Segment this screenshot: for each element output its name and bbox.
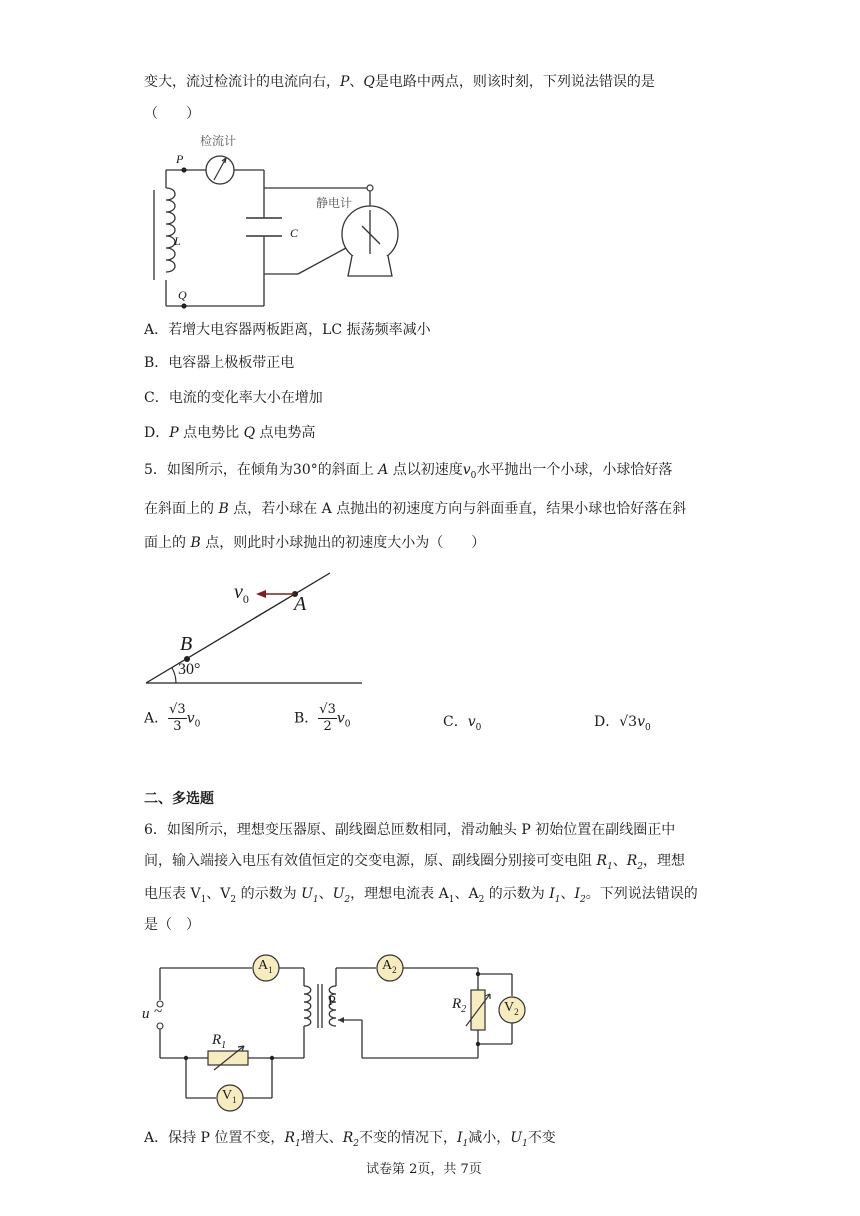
label-u: u [142,1006,150,1022]
label-Q: Q [178,288,187,302]
q6-stem-line4: 是（ ） [144,917,200,933]
galvanometer-label: 检流计 [200,134,237,148]
q4-option-a[interactable]: A．若增大电容器两板距离，LC 振荡频率减小 [144,322,431,338]
q5-option-b[interactable]: B． $\frac{√3}{2}$ $v_0$ [294,702,351,734]
q5-option-d[interactable]: D．$√3v_0$ [594,714,651,733]
ac-symbol: ~ [154,1004,163,1020]
q5-stem-line3: 面上的 B 点，则此时小球抛出的初速度大小为（ ） [144,535,486,551]
label-v0: $v_0$ [234,581,249,606]
q5-stem-line2: 在斜面上的 B 点，若小球在 A 点抛出的初速度方向与斜面垂直，结果小球也恰好落在斜 [144,501,687,517]
q4-option-c[interactable]: C．电流的变化率大小在增加 [144,390,323,406]
label-a1: $A_1$ [258,958,273,975]
resistor-r1 [208,1051,248,1065]
q6-stem-line3: 电压表 $V_1$、$V_2$ 的示数为 $U_1$、$U_2$，理想电流表 $A_1$、$A_2$ 的示数为 $I_1$、$I_2$。下列说法错误的 [144,886,698,905]
q4-stem-line1: 变大，流过检流计的电流向右，P、Q是电路中两点，则该时刻，下列说法错误的是 [144,74,655,90]
q5-incline-figure [144,565,364,690]
q6-stem-line1: 6．如图所示，理想变压器原、副线圈总匝数相同，滑动触头 P 初始位置在副线圈正中 [144,822,676,838]
label-P: P [328,994,336,1009]
label-angle: 30° [178,661,201,678]
q6-transformer-figure [140,950,530,1115]
label-v1: $V_1$ [222,1088,237,1105]
label-P: P [176,152,184,166]
q5-option-c[interactable]: C．$v_0$ [443,714,482,733]
q4-blank: （ ） [144,106,200,122]
label-a2: $A_2$ [382,958,397,975]
q4-option-b[interactable]: B．电容器上极板带正电 [144,355,295,371]
q4-option-d[interactable]: D．P 点电势比 Q 点电势高 [144,425,316,441]
label-C: C [290,226,299,240]
page-footer: 试卷第 2页，共 7页 [366,1162,482,1177]
label-A: A [294,593,307,615]
q5-option-a[interactable]: A． $\frac{√3}{3}$ $v_0$ [144,702,201,734]
q6-option-a[interactable]: A．保持 P 位置不变，$R_1$增大、$R_2$不变的情况下，$I_1$减小，$U_1$不变 [144,1130,556,1149]
q6-stem-line2: 间，输入端接入电压有效值恒定的交变电源，原、副线圈分别接可变电阻 $R_1$、$R_2$，理想 [144,853,686,872]
electrometer-label: 静电计 [316,196,353,210]
q4-lc-circuit-figure [148,130,410,315]
label-L: L [174,234,181,248]
label-r1: $R_1$ [212,1032,227,1051]
q5-stem-line1: 5．如图所示，在倾角为30°的斜面上 A 点以初速度$v_0$水平抛出一个小球，小球恰好落 [144,462,673,481]
section-title: 二、多选题 [144,791,214,807]
label-v2: $V_2$ [504,1000,519,1017]
label-r2: $R_2$ [452,996,467,1015]
label-B: B [180,633,193,655]
